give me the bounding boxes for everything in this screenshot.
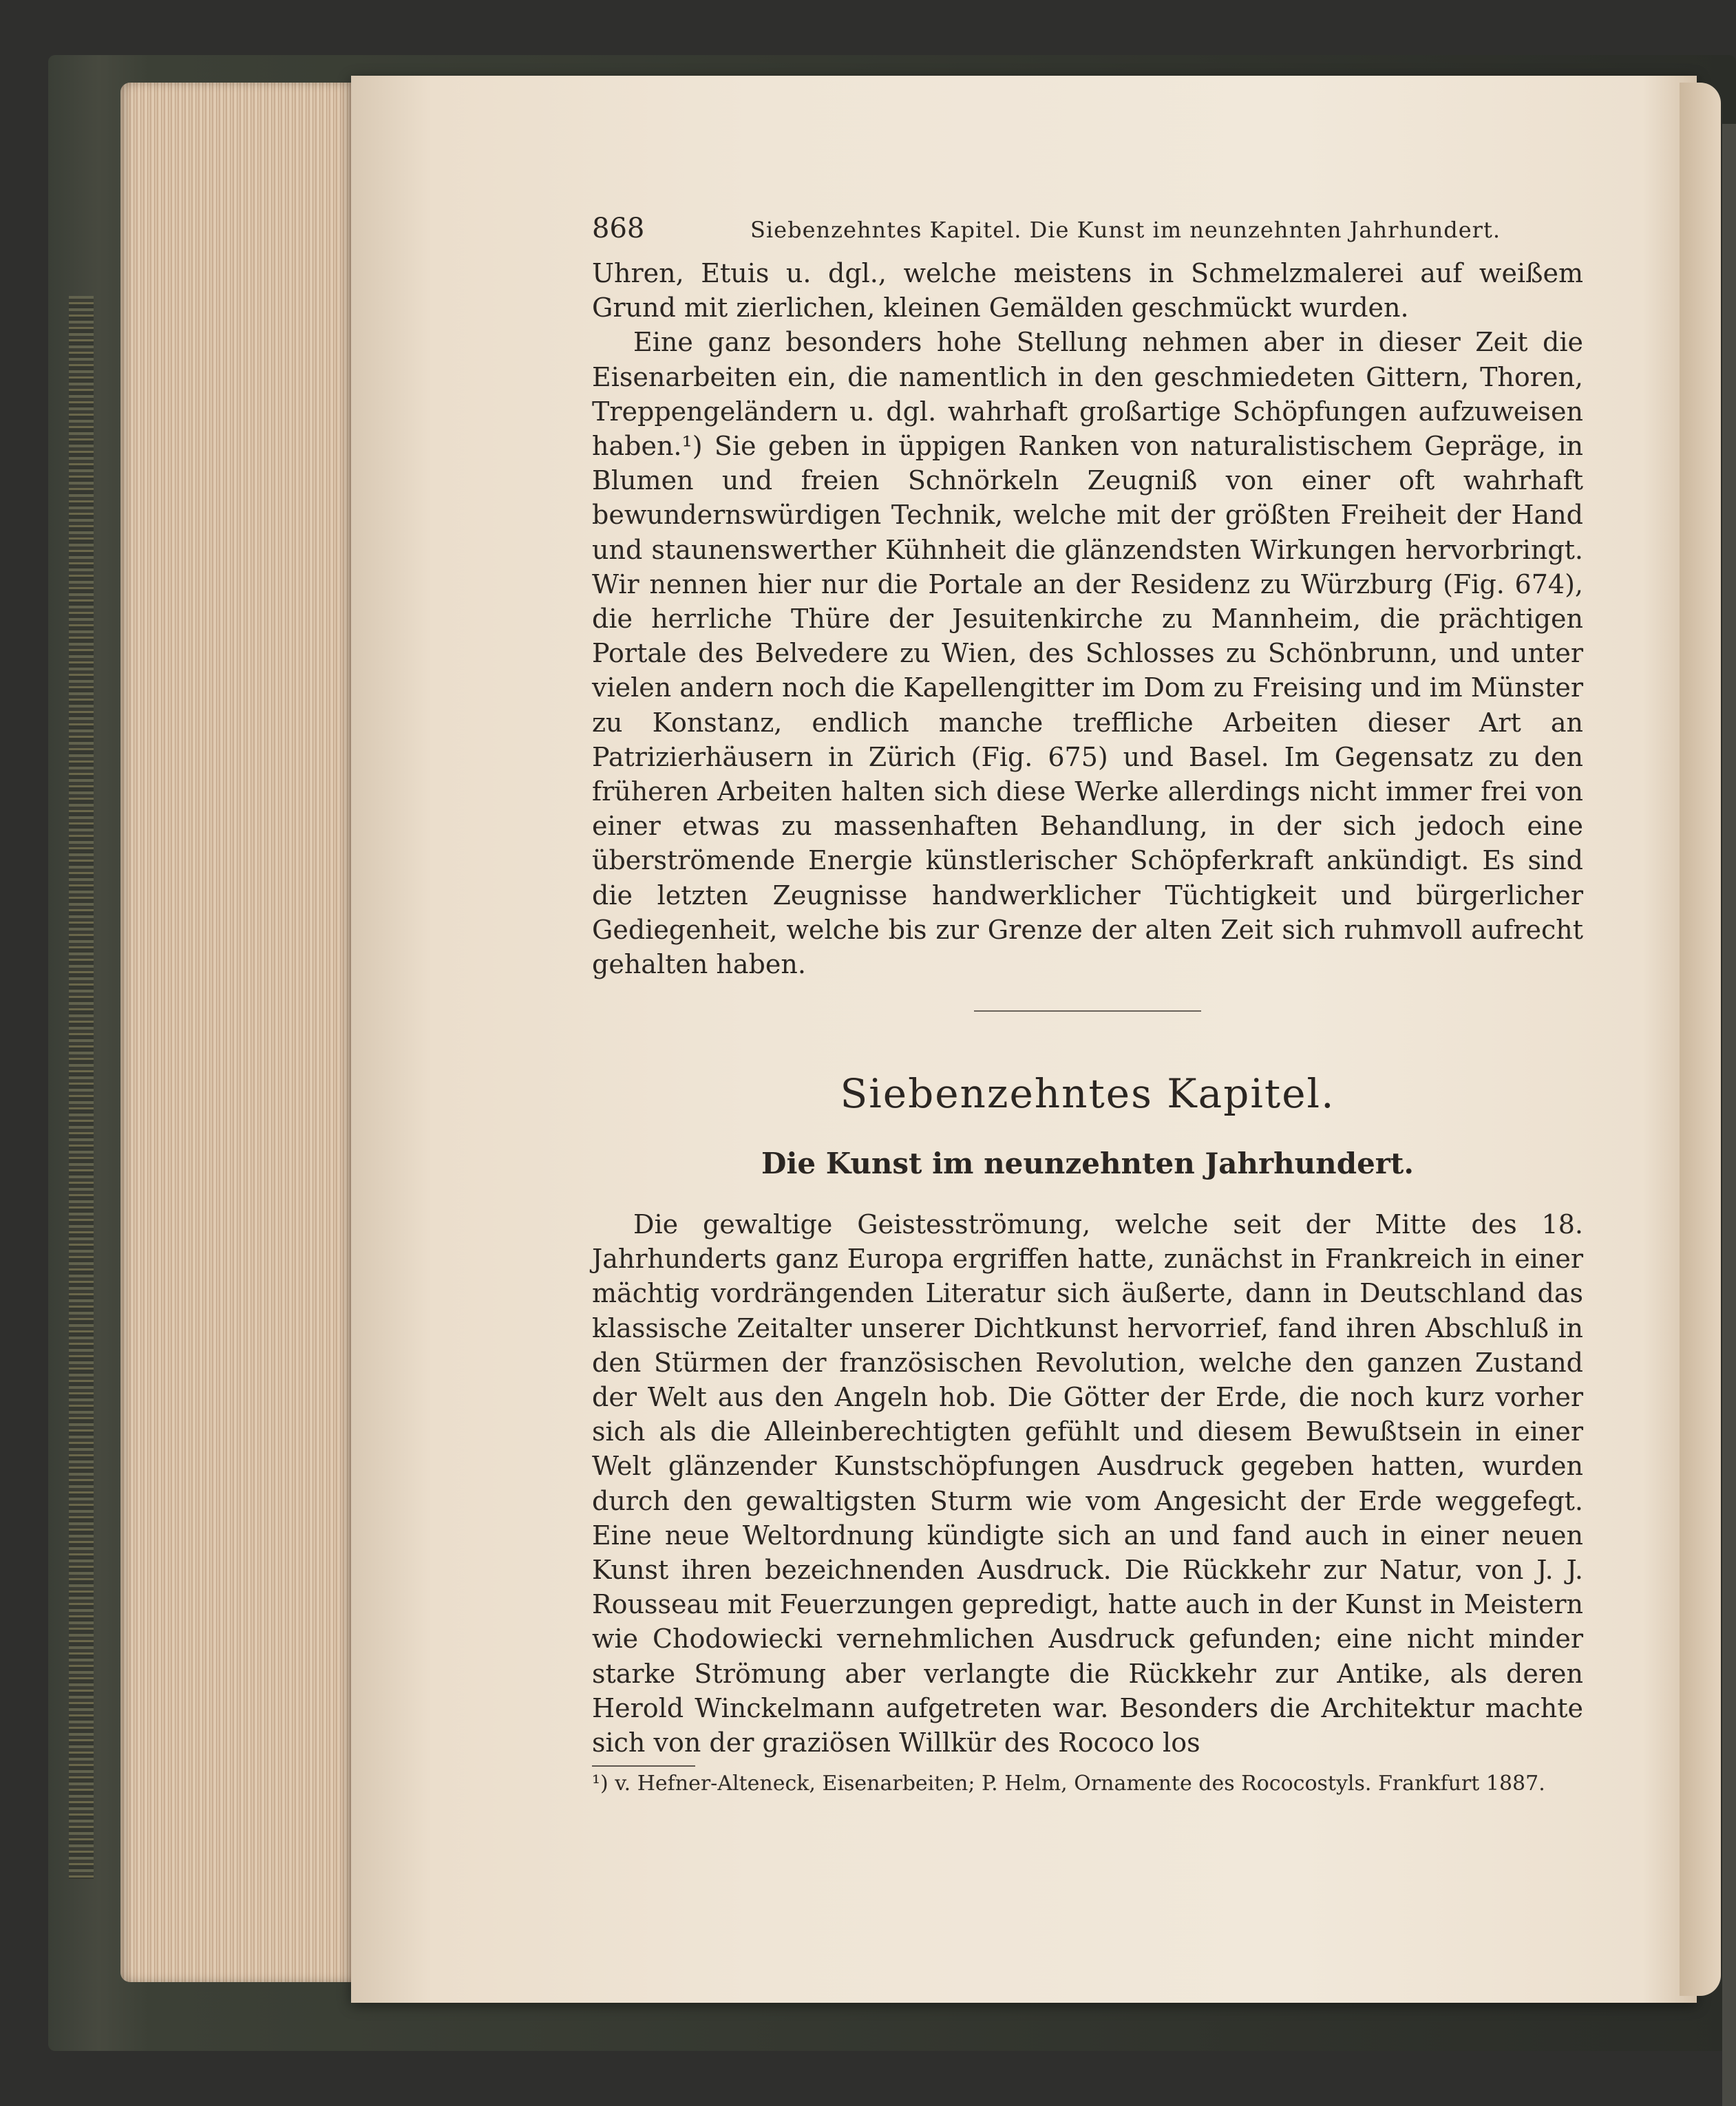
cover-right-edge [1722, 124, 1736, 2106]
page-edges [120, 83, 382, 1982]
chapter-subtitle: Die Kunst im neunzehnten Jahrhundert. [761, 1147, 1414, 1181]
page-number: 868 [592, 213, 645, 244]
section-separator [974, 1010, 1201, 1012]
footnote: ¹) v. Hefner-Alteneck, Eisenarbeiten; P. Helm, Ornamente des Rococostyls. Frankfurt 1887. [592, 1772, 1545, 1796]
previous-paragraph-1: Uhren, Etuis u. dgl., welche meistens in Schmelzmalerei auf weißem Grund mit zierlichen, kleinen Gemälden geschmückt wurden. [592, 258, 1583, 323]
chapter-paragraph-1: Die gewaltige Geistesströmung, welche seit der Mitte des 18. Jahrhunderts ganz Europa ergriffen hatte, zunächst in Frankreich in einer mächtig vordrängenden Literatur sich äußerte, dann in Deutschland das klassische Zeitalter unserer Dichtkunst hervorrief, fand ihren Abschluß in den Stürmen der französischen Revolution, welche den ganzen Zustand der Welt aus den Angeln hob. Die Götter der Erde, die noch kurz vorher sich als die Alleinberechtigten gefühlt und diesem Bewußtsein in einer Welt glänzender Kunstschöpfungen Ausdruck gegeben hatten, wurden durch den gewaltigsten Sturm wie vom Angesicht der Erde weggefegt. Eine neue Weltordnung kündigte sich an und fand auch in einer neuen Kunst ihren bezeichnenden Ausdruck. Die Rückkehr zur Natur, von J. J. Rousseau mit Feuerzungen gepredigt, hatte auch in der Kunst in Meistern wie Chodowiecki vernehmlichen Ausdruck gefunden; eine nicht minder starke Strömung aber verlangte die Rückkehr zur Antike, als deren Herold Winckelmann aufgetreten war. Besonders die Architektur machte sich von der graziösen Willkür des Rococo los [592, 1209, 1583, 1758]
spine-decoration [69, 296, 94, 1879]
chapter-title: Siebenzehntes Kapitel. [840, 1070, 1335, 1118]
running-title: Siebenzehntes Kapitel. Die Kunst im neunzehnten Jahrhundert. [750, 217, 1501, 243]
footnote-rule [592, 1765, 695, 1767]
page-content [592, 215, 1583, 1818]
page-curl [1680, 83, 1721, 1996]
running-head [592, 215, 1583, 256]
previous-paragraph-2: Eine ganz besonders hohe Stellung nehmen aber in dieser Zeit die Eisenarbeiten ein, die namentlich in den geschmiedeten Gittern, Thoren, Treppengeländern u. dgl. wahrhaft großartige Schöpfungen aufzuweisen haben.¹) Sie geben in üppigen Ranken von naturalistischem Gepräge, in Blumen und freien Schnörkeln Zeugniß von einer oft wahrhaft bewundernswürdigen Technik, welche mit der größten Freiheit der Hand und staunenswerther Kühnheit die glänzendsten Wirkungen hervorbringt. Wir nennen hier nur die Portale an der Residenz zu Würzburg (Fig. 674), die herrliche Thüre der Jesuitenkirche zu Mannheim, die prächtigen Portale des Belvedere zu Wien, des Schlosses zu Schönbrunn, und unter vielen andern noch die Kapellengitter im Dom zu Freising und im Münster zu Konstanz, endlich manche treffliche Arbeiten dieser Art an Patrizierhäusern in Zürich (Fig. 675) und Basel. Im Gegensatz zu den früheren Arbeiten halten sich diese Werke allerdings nicht immer frei von einer etwas zu massenhaften Behandlung, in der sich jedoch eine überströmende Energie künstlerischer Schöpferkraft ankündigt. Es sind die letzten Zeugnisse handwerklicher Tüchtigkeit und bürgerlicher Gediegenheit, welche bis zur Grenze der alten Zeit sich ruhmvoll aufrecht gehalten haben. [592, 327, 1583, 980]
